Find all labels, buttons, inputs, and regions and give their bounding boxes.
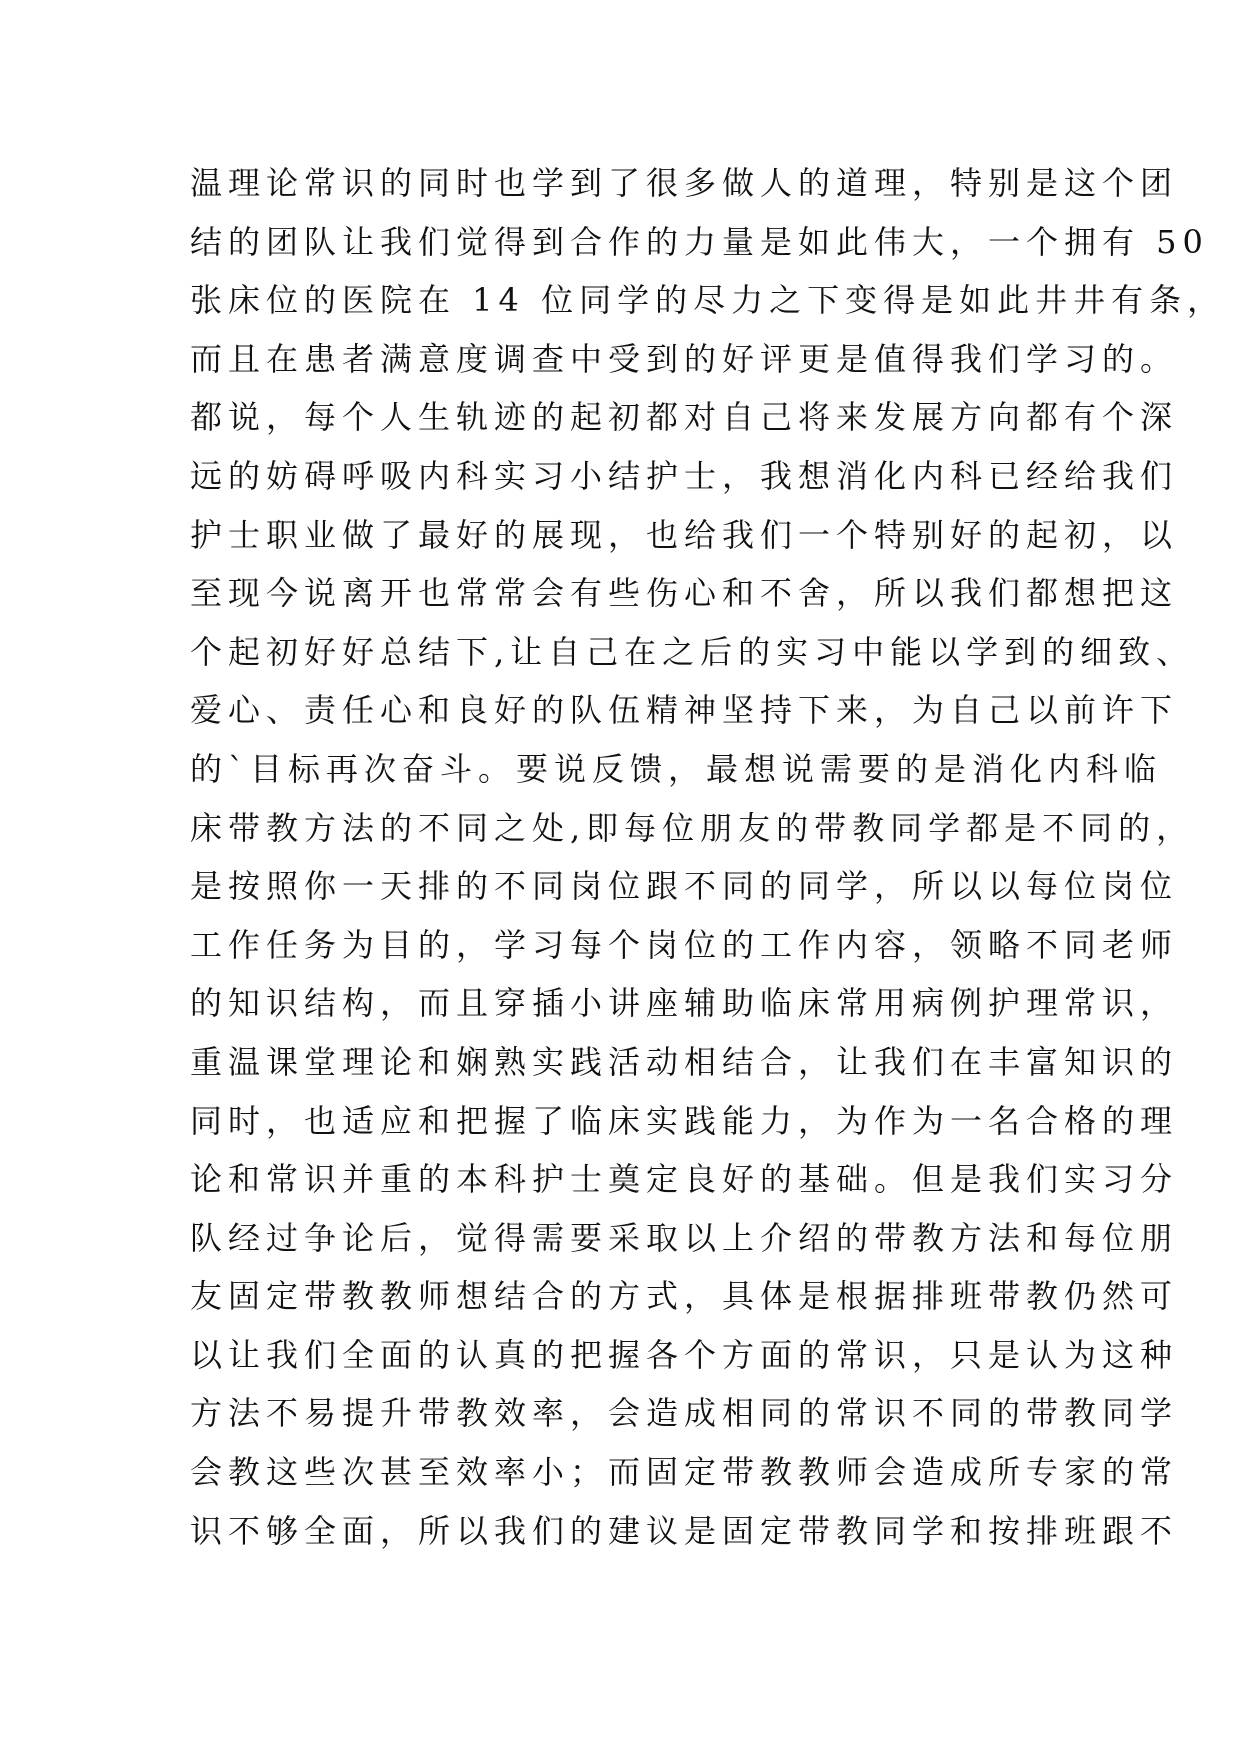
text-line: 友固定带教教师想结合的方式，具体是根据排班带教仍然可 <box>190 1277 1179 1316</box>
text-line: 远的妨碍呼吸内科实习小结护士，我想消化内科已经给我们 <box>190 456 1179 495</box>
text-line: 以让我们全面的认真的把握各个方面的常识，只是认为这种 <box>190 1335 1179 1374</box>
text-line: 方法不易提升带教效率，会造成相同的常识不同的带教同学 <box>190 1394 1179 1433</box>
text-line: 同时，也适应和把握了临床实践能力，为作为一名合格的理 <box>190 1101 1179 1140</box>
text-line: 识不够全面，所以我们的建议是固定带教同学和按排班跟不 <box>190 1511 1179 1550</box>
text-line: 个起初好好总结下,让自己在之后的实习中能以学到的细致、 <box>190 632 1195 671</box>
body-text <box>190 154 1226 1560</box>
text-line: 的知识结构，而且穿插小讲座辅助临床常用病例护理常识， <box>190 984 1179 1023</box>
text-line: 论和常识并重的本科护士奠定良好的基础。但是我们实习分 <box>190 1160 1179 1199</box>
text-line: 队经过争论后，觉得需要采取以上介绍的带教方法和每位朋 <box>190 1218 1179 1257</box>
text-line: 至现今说离开也常常会有些伤心和不舍，所以我们都想把这 <box>190 574 1179 613</box>
text-line: 重温课堂理论和娴熟实践活动相结合，让我们在丰富知识的 <box>190 1042 1179 1081</box>
text-line: 是按照你一天排的不同岗位跟不同的同学，所以以每位岗位 <box>190 867 1179 906</box>
text-line: 的`目标再次奋斗。要说反馈，最想说需要的是消化内科临 <box>190 749 1163 788</box>
text-line: 结的团队让我们觉得到合作的力量是如此伟大，一个拥有 50 <box>190 222 1209 261</box>
text-line: 护士职业做了最好的展现，也给我们一个特别好的起初，以 <box>190 515 1179 554</box>
text-line: 工作任务为目的，学习每个岗位的工作内容，领略不同老师 <box>190 925 1179 964</box>
text-line: 温理论常识的同时也学到了很多做人的道理，特别是这个团 <box>190 164 1179 202</box>
text-line: 床带教方法的不同之处,即每位朋友的带教同学都是不同的， <box>190 808 1195 847</box>
text-line: 爱心、责任心和良好的队伍精神坚持下来，为自己以前许下 <box>190 691 1179 730</box>
text-line: 会教这些次甚至效率小；而固定带教教师会造成所专家的常 <box>190 1453 1179 1492</box>
text-line: 都说，每个人生轨迹的起初都对自己将来发展方向都有个深 <box>190 398 1179 437</box>
text-line: 而且在患者满意度调查中受到的好评更是值得我们学习的。 <box>190 339 1179 378</box>
text-line: 张床位的医院在 14 位同学的尽力之下变得是如此井井有条， <box>190 281 1226 320</box>
